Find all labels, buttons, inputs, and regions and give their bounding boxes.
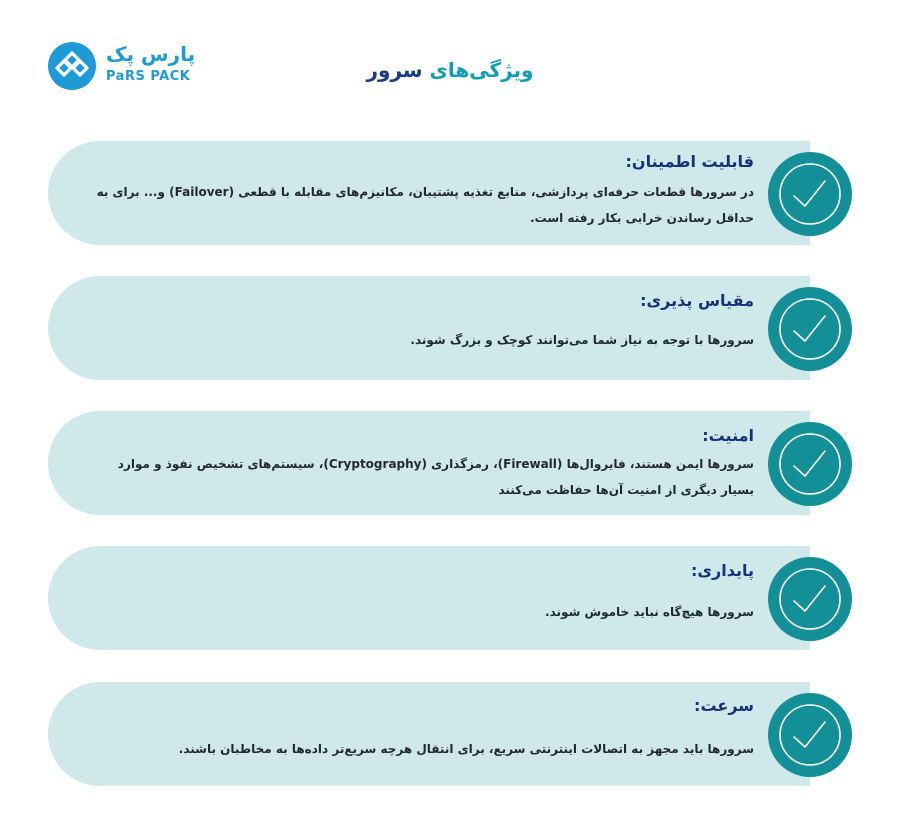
brand-logo: [48, 42, 208, 94]
feature-title: پایداری:: [690, 561, 754, 580]
check-icon: [767, 692, 853, 778]
feature-card-speed: [48, 682, 810, 786]
feature-title: امنیت:: [702, 426, 754, 445]
feature-card-reliability: [48, 141, 810, 245]
page-title: [300, 56, 600, 84]
feature-description: سرورها با توجه به نیاز شما می‌توانند کوچک و بزرگ شوند.: [410, 333, 754, 347]
page-title-part1: ویژگی‌های: [429, 58, 534, 82]
brand-name-fa: پارس پک: [106, 42, 196, 66]
feature-title: سرعت:: [694, 696, 754, 715]
feature-description: سرورها ایمن هستند، فایروال‌ها (Firewall)، رمزگذاری (Cryptography)، سیستم‌های تشخیص نفوذ و موارد بسیار دیگری از امنیت آن‌ها حفاظت می‌کنند: [117, 457, 754, 497]
feature-card-security: [48, 411, 810, 515]
feature-description: سرورها هیچ‌گاه نباید خاموش شوند.: [545, 605, 754, 619]
feature-title: قابلیت اطمینان:: [625, 152, 754, 171]
check-icon: [767, 421, 853, 507]
check-icon: [767, 286, 853, 372]
page-title-part2: سرور: [366, 58, 430, 82]
feature-description: در سرورها قطعات حرفه‌ای پردازشی، منابع تغذیه پشتیبان، مکانیزم‌های مقابله با قطعی (Failover) و... برای به حداقل رساندن خرابی بکار رفته است.: [96, 185, 754, 225]
feature-card-stability: [48, 546, 810, 650]
check-icon: [767, 556, 853, 642]
brand-name-en: PaRS PACK: [106, 69, 191, 84]
pars-pack-logo-icon: [48, 42, 96, 90]
feature-title: مقیاس پذیری:: [640, 291, 754, 310]
feature-card-scalability: [48, 276, 810, 380]
check-icon: [767, 151, 853, 237]
feature-description: سرورها باید مجهز به اتصالات اینترنتی سریع، برای انتقال هرچه سریع‌تر داده‌ها به مخاطبان باشند.: [178, 742, 754, 756]
